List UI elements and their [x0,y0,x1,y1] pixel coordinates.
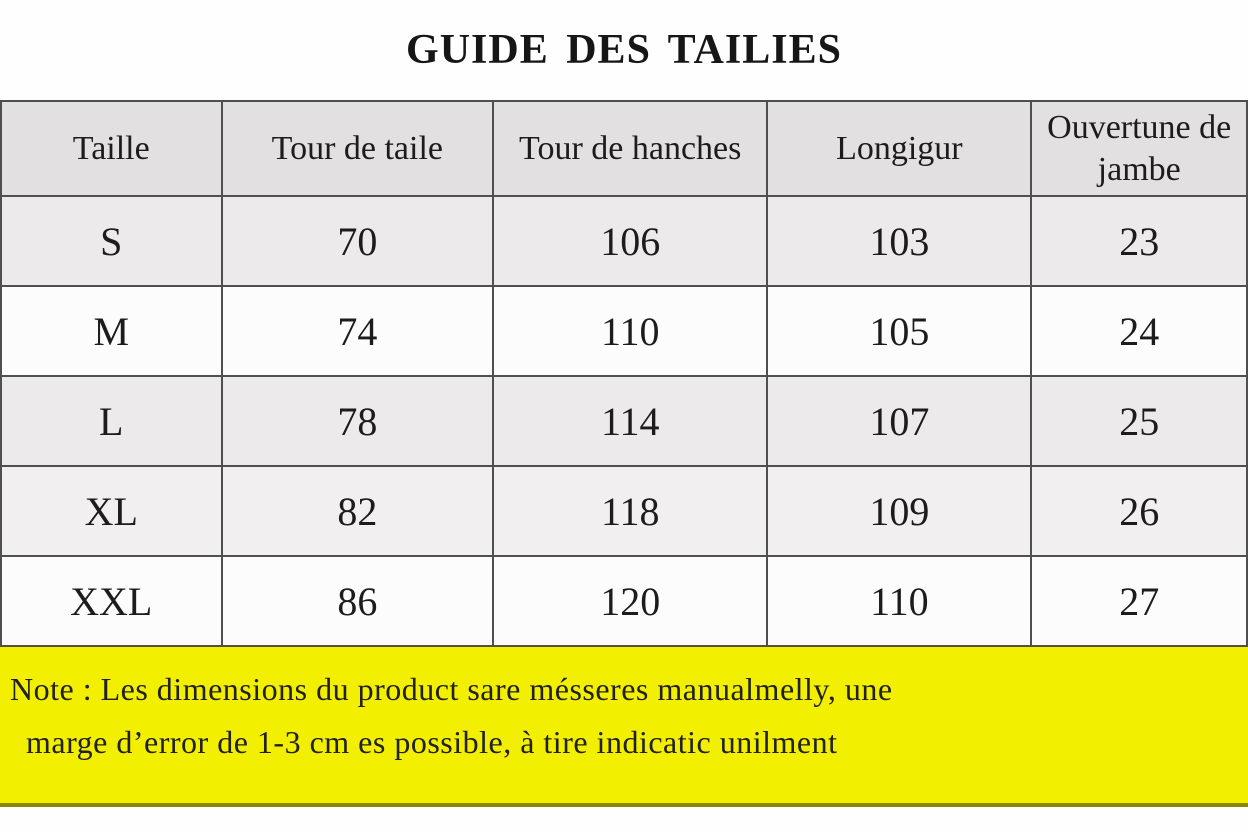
measure-cell: 24 [1031,286,1247,376]
measure-cell: 86 [222,556,494,646]
column-header-tour-de-hanches: Tour de hanches [493,101,767,196]
measure-cell: 103 [767,196,1031,286]
measure-cell: 82 [222,466,494,556]
size-label: XL [1,466,222,556]
measure-cell: 27 [1031,556,1247,646]
title-area [0,0,1248,100]
page-title: GUIDE DES TAILIES [406,27,842,73]
table-row-m [1,286,1247,376]
note-line: Note : Les dimensions du product sare mésseres manualmelly, une [10,671,893,707]
measure-cell: 23 [1031,196,1247,286]
measure-cell: 114 [493,376,767,466]
note-banner [0,647,1248,807]
measure-cell: 70 [222,196,494,286]
measure-cell: 74 [222,286,494,376]
size-label: M [1,286,222,376]
measure-cell: 107 [767,376,1031,466]
measure-cell: 106 [493,196,767,286]
measure-cell: 105 [767,286,1031,376]
measure-cell: 78 [222,376,494,466]
measure-cell: 25 [1031,376,1247,466]
column-header-tour-de-taille: Tour de taile [222,101,494,196]
measure-cell: 118 [493,466,767,556]
table-row-xl [1,466,1247,556]
size-guide-table [0,100,1248,647]
measure-cell: 120 [493,556,767,646]
measure-cell: 110 [767,556,1031,646]
table-row-s [1,196,1247,286]
column-header-taille: Taille [1,101,222,196]
size-label: S [1,196,222,286]
note-line: marge d’error de 1-3 cm es possible, à tire indicatic unilment [26,724,838,760]
measure-cell: 110 [493,286,767,376]
measure-cell: 109 [767,466,1031,556]
size-label: L [1,376,222,466]
column-header-longueur: Longigur [767,101,1031,196]
table-row-l [1,376,1247,466]
bottom-margin [0,807,1248,832]
header-row [1,101,1247,196]
size-label: XXL [1,556,222,646]
table-row-xxl [1,556,1247,646]
measure-cell: 26 [1031,466,1247,556]
column-header-ouverture-de-jambe: Ouvertune de jambe [1031,101,1247,196]
